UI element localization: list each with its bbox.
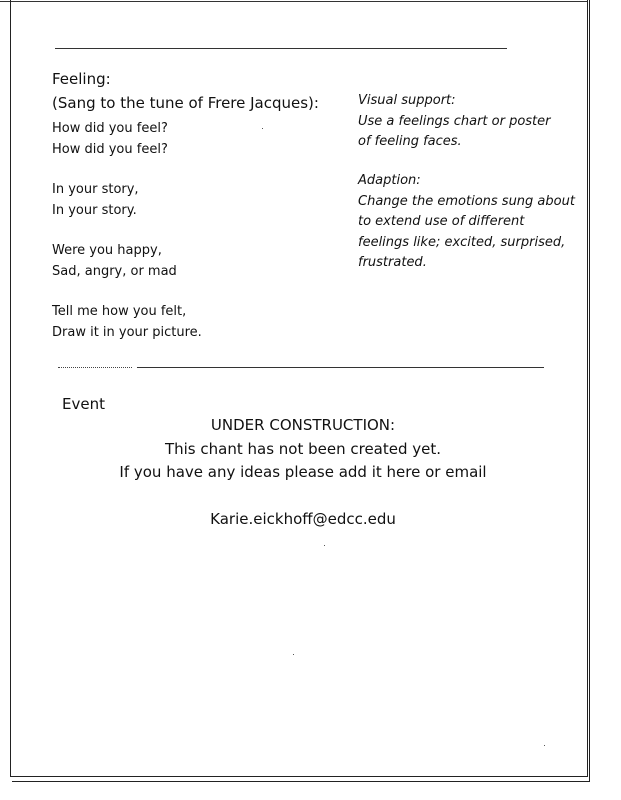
middle-divider	[137, 367, 544, 368]
adaption-heading: Adaption:	[358, 173, 421, 188]
lyric-line: Were you happy,	[52, 243, 162, 258]
adaption-line: frustrated.	[358, 255, 427, 270]
event-title: Event	[62, 395, 105, 413]
visual-support-heading: Visual support:	[358, 93, 456, 108]
adaption-line: feelings like; excited, surprised,	[358, 234, 566, 250]
adaption-note	[358, 171, 575, 274]
contact-email: Karie.eickhoff@edcc.edu	[210, 510, 396, 528]
lyric-line: Sad, angry, or mad	[52, 263, 177, 279]
lyric-line: In your story,	[52, 182, 139, 197]
feeling-title: Feeling:	[52, 70, 111, 88]
under-construction-heading: UNDER CONSTRUCTION:	[210, 416, 396, 434]
song-tune-note: (Sang to the tune of Frere Jacques):	[52, 94, 319, 112]
top-divider	[55, 48, 507, 49]
under-construction-text: If you have any ideas please add it here or email	[119, 463, 487, 481]
visual-support-note	[358, 91, 551, 153]
scan-speck	[544, 745, 545, 746]
adaption-line: Change the emotions sung about	[358, 193, 575, 209]
middle-divider-dotted	[58, 367, 132, 368]
lyric-line: How did you feel?	[52, 121, 168, 136]
under-construction-text: This chant has not been created yet.	[164, 440, 442, 458]
scan-speck	[293, 654, 294, 655]
scan-speck	[262, 128, 263, 129]
scan-speck	[324, 545, 325, 546]
visual-support-line: Use a feelings chart or poster	[358, 113, 551, 129]
adaption-line: to extend use of different	[358, 214, 525, 229]
lyric-line: Draw it in your picture.	[52, 324, 202, 340]
lyric-line: Tell me how you felt,	[52, 304, 187, 319]
lyric-line: How did you feel?	[52, 141, 168, 157]
lyric-line: In your story.	[52, 202, 137, 218]
visual-support-line: of feeling faces.	[358, 134, 462, 149]
song-lyrics	[52, 119, 202, 343]
